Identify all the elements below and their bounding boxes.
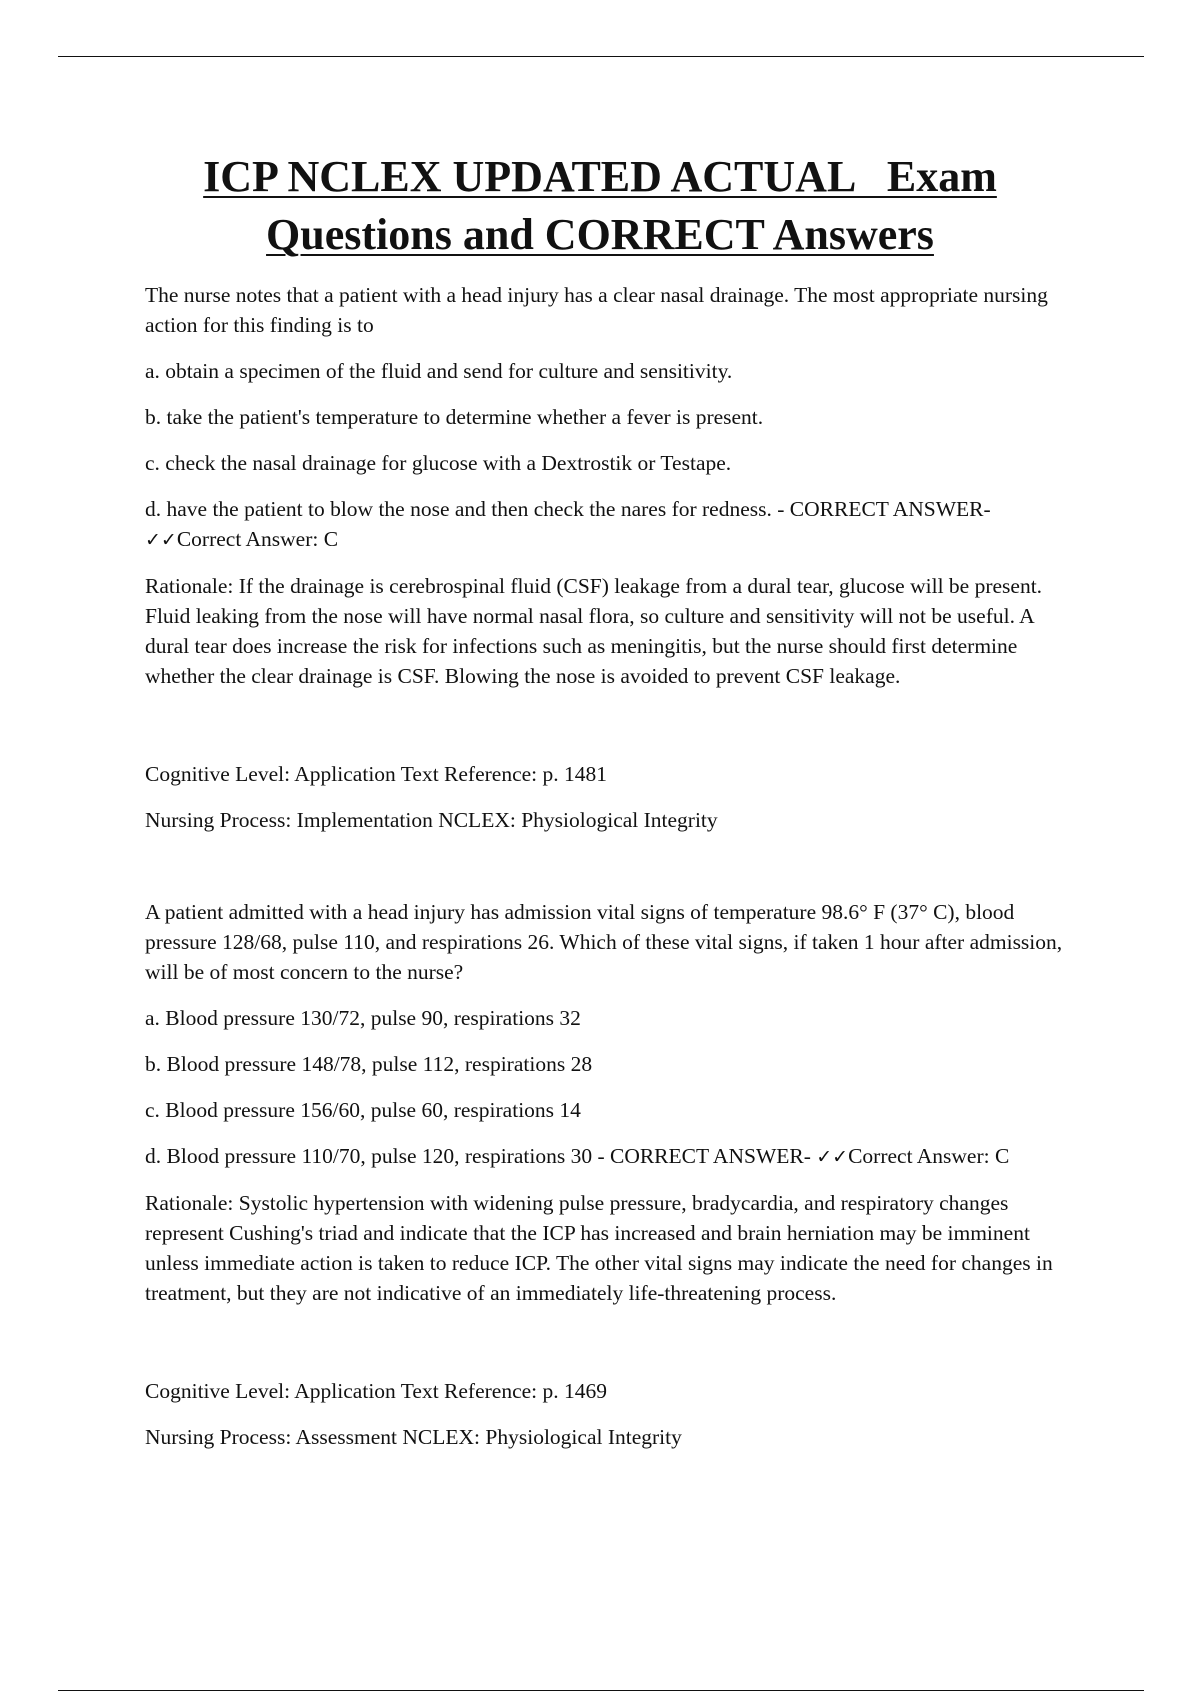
nursing-process: Nursing Process: Implementation NCLEX: Physiological Integrity — [145, 808, 718, 832]
option-b: b. take the patient's temperature to determine whether a fever is present. — [145, 405, 764, 429]
nursing-process: Nursing Process: Assessment NCLEX: Physiological Integrity — [145, 1425, 682, 1449]
spacer — [145, 707, 1065, 759]
document-body — [145, 280, 1065, 1468]
check-marks-icon: ✓✓ — [145, 529, 177, 551]
cognitive-level: Cognitive Level: Application Text Reference: p. 1469 — [145, 1379, 608, 1403]
spacer — [145, 851, 1065, 897]
question-stem: The nurse notes that a patient with a head injury has a clear nasal drainage. The most appropriate nursing action for this finding is to — [145, 283, 1048, 337]
title-line-2: Questions and CORRECT Answers — [266, 210, 934, 259]
check-marks-icon: ✓✓ — [816, 1146, 849, 1168]
top-rule — [58, 56, 1144, 57]
option-c: c. Blood pressure 156/60, pulse 60, respirations 14 — [145, 1098, 581, 1122]
option-b: b. Blood pressure 148/78, pulse 112, respirations 28 — [145, 1052, 593, 1076]
option-d-with-answer — [145, 494, 1065, 555]
option-a: a. Blood pressure 130/72, pulse 90, respirations 32 — [145, 1006, 581, 1030]
title-line-1: ICP NCLEX UPDATED ACTUAL Exam — [203, 152, 997, 201]
question-1 — [145, 280, 1065, 835]
cognitive-level: Cognitive Level: Application Text Reference: p. 1481 — [145, 762, 608, 786]
correct-answer: Correct Answer: C — [176, 527, 339, 551]
bottom-rule — [58, 1690, 1144, 1691]
option-a: a. obtain a specimen of the fluid and send for culture and sensitivity. — [145, 359, 733, 383]
option-c: c. check the nasal drainage for glucose with a Dextrostik or Testape. — [145, 451, 732, 475]
option-d: d. Blood pressure 110/70, pulse 120, respirations 30 - CORRECT ANSWER- — [145, 1144, 817, 1168]
option-d: d. have the patient to blow the nose and then check the nares for redness. - CORRECT ANSWER- — [145, 497, 991, 521]
correct-answer: Correct Answer: C — [848, 1144, 1010, 1168]
spacer — [145, 1324, 1065, 1376]
rationale: Rationale: If the drainage is cerebrospinal fluid (CSF) leakage from a dural tear, glucose will be present. Fluid leaking from the nose will have normal nasal flora, so culture and sensitivity will not be useful. A dural tear does increase the risk for infections such as meningitis, but the nurse should first determine whether the clear drainage is CSF. Blowing the nose is avoided to prevent CSF leakage. — [145, 574, 1043, 688]
option-d-with-answer — [145, 1141, 1065, 1172]
question-stem: A patient admitted with a head injury has admission vital signs of temperature 98.6° F (37° C), blood pressure 128/68, pulse 110, and respirations 26. Which of these vital signs, if taken 1 hour after admission, will be of most concern to the nurse? — [145, 900, 1063, 984]
question-2 — [145, 897, 1065, 1452]
document-title — [80, 148, 1120, 264]
rationale: Rationale: Systolic hypertension with widening pulse pressure, bradycardia, and respiratory changes represent Cushing's triad and indicate that the ICP has increased and brain herniation may be imminent unless immediate action is taken to reduce ICP. The other vital signs may indicate the need for changes in treatment, but they are not indicative of an immediately life-threatening process. — [145, 1191, 1053, 1305]
